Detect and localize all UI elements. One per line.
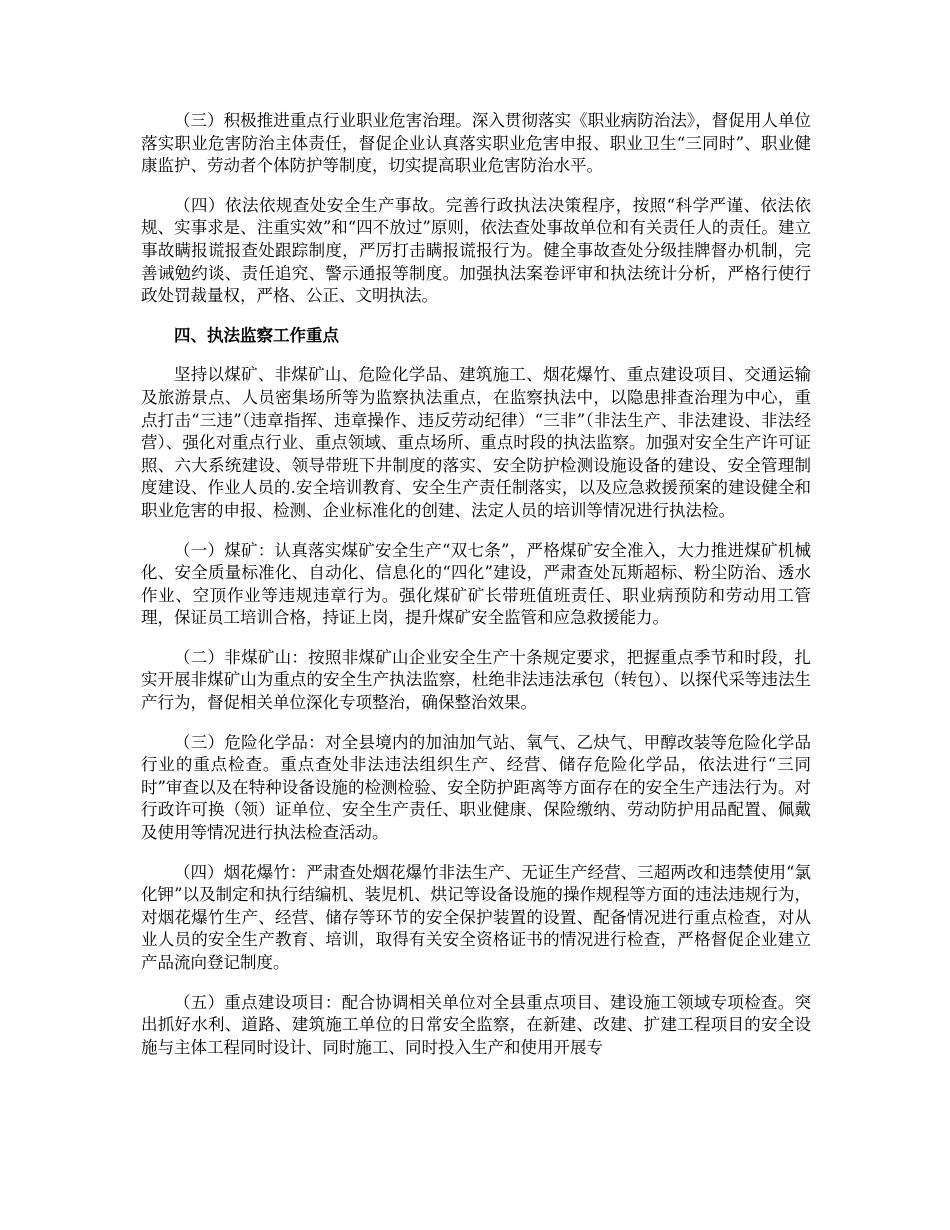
paragraph-fireworks: （四）烟花爆竹：严肃查处烟花爆竹非法生产、无证生产经营、三超两改和违禁使用“氯化钾”以及制定和执行结编机、装児机、烘记等设备设施的操作规程等方面的违法违规行为，对烟花爆竹生产、经营、储存等环节的安全保护装置的设置、配备情况进行重点检查，对从业人员的安全生产教育、培训，取得有关安全资格证书的情况进行检查，严格督促企业建立产品流向登记制度。: [141, 862, 811, 972]
paragraph-accident-investigation: （四）依法依规查处安全生产事故。完善行政执法决策程序，按照“科学严谨、依法依规、实事求是、注重实效”和“四不放过”原则，依法查处事故单位和有关责任人的责任。建立事故瞒报谎报查处跟踪制度，严厉打击瞒报谎报行为。健全事故查处分级挂牌督办机制，完善诫勉约谈、责任追究、警示通报等制度。加强执法案卷评审和执法统计分析，严格行使行政处罚裁量权，严格、公正、文明执法。: [141, 195, 811, 306]
paragraph-hazardous-chemicals: （三）危险化学品：对全县境内的加油加气站、氧气、乙炔气、甲醇改装等危险化学品行业的重点检查。重点查处非法违法组织生产、经营、储存危险化学品，依法进行“三同时”审查以及在特种设备设施的检测检验、安全防护距离等方面存在的安全生产违法行为。对行政许可换（领）证单位、安全生产责任、职业健康、保险缴纳、劳动防护用品配置、佩戴及使用等情况进行执法检查活动。: [141, 732, 811, 843]
document-page: [141, 110, 811, 1076]
paragraph-non-coal-mines: （二）非煤矿山：按照非煤矿山企业安全生产十条规定要求，把握重点季节和时段，扎实开展非煤矿山为重点的安全生产执法监察，杜绝非法违法承包（转包）、以探代采等违法生产行为，督促相关单位深化专项整治，确保整治效果。: [141, 647, 811, 713]
paragraph-key-construction-projects: （五）重点建设项目：配合协调相关单位对全县重点项目、建设施工领域专项检查。突出抓好水利、道路、建筑施工单位的日常安全监察，在新建、改建、扩建工程项目的安全设施与主体工程同时设计、同时施工、同时投入生产和使用开展专: [141, 992, 811, 1057]
paragraph-occupational-hazard: （三）积极推进重点行业职业危害治理。深入贯彻落实《职业病防治法》，督促用人单位落实职业危害防治主体责任，督促企业认真落实职业危害申报、职业卫生“三同时”、职业健康监护、劳动者个体防护等制度，切实提高职业危害防治水平。: [141, 111, 811, 176]
paragraph-enforcement-focus: 坚持以煤矿、非煤矿山、危险化学品、建筑施工、烟花爆竹、重点建设项目、交通运输及旅游景点、人员密集场所等为监察执法重点，在监察执法中，以隐患排查治理为中心，重点打击“三违”（违章指挥、违章操作、违反劳动纪律）“三非”（非法生产、非法建设、非法经营）、强化对重点行业、重点领域、重点场所、重点时段的执法监察。加强对安全生产许可证照、六大系统建设、领导带班下井制度的落实、安全防护检测设施设备的建设、安全管理制度建设、作业人员的.安全培训教育、安全生产责任制落实，以及应急救援预案的建设健全和职业危害的申报、检测、企业标准化的创建、法定人员的培训等情况进行执法检。: [141, 365, 811, 520]
section-heading: 四、执法监察工作重点: [174, 325, 339, 345]
paragraph-coal-mines: （一）煤矿：认真落实煤矿安全生产“双七条”，严格煤矿安全准入，大力推进煤矿机械化、安全质量标准化、自动化、信息化的“四化”建设，严肃查处瓦斯超标、粉尘防治、透水作业、空顶作业等违规违章行为。强化煤矿矿长带班值班责任、职业病预防和劳动用工管理，保证员工培训合格，持证上岗，提升煤矿安全监管和应急救援能力。: [141, 540, 811, 628]
